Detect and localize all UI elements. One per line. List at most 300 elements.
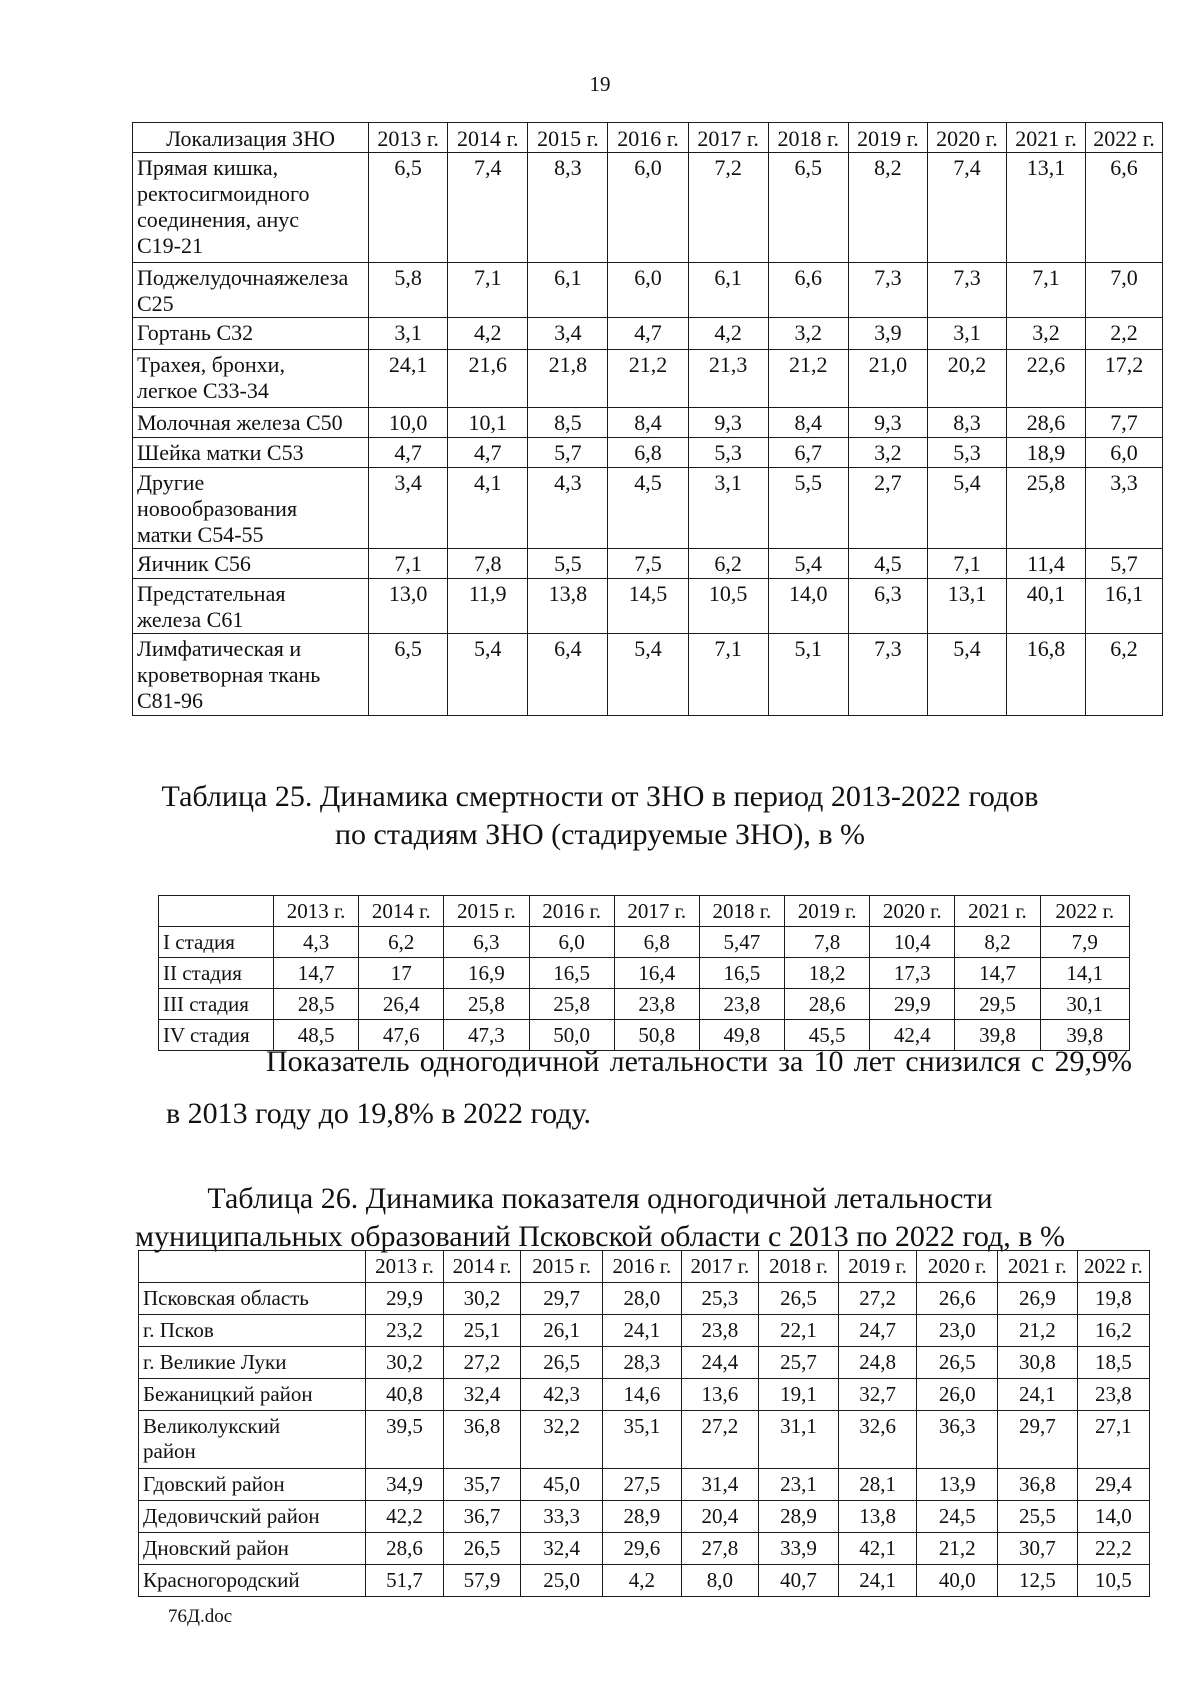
row-label-cell: Другие новообразования матки С54-55 [133,468,369,549]
header-year-cell: 2022 г. [1086,123,1163,153]
table-row [133,579,1163,634]
value-cell: 36,3 [917,1411,998,1469]
value-cell: 5,7 [1086,549,1163,579]
value-cell: 5,1 [768,634,848,716]
value-cell: 6,3 [444,927,529,958]
table-row [139,1411,1150,1469]
value-cell: 32,7 [838,1379,917,1411]
value-cell: 21,2 [608,350,688,408]
row-label-cell: Гортань С32 [133,318,369,350]
table-26-title-line2: муниципальных образований Псковской области с 2013 по 2022 год, в % [135,1220,1065,1253]
value-cell: 39,5 [366,1411,444,1469]
value-cell: 10,1 [448,408,528,438]
value-cell: 50,0 [529,1020,614,1051]
value-cell: 25,8 [444,989,529,1020]
value-cell: 3,1 [688,468,768,549]
value-cell: 21,2 [768,350,848,408]
header-year-cell: 2022 г. [1077,1251,1149,1283]
value-cell: 3,2 [1006,318,1085,350]
value-cell: 48,5 [273,1020,358,1051]
value-cell: 26,4 [359,989,444,1020]
value-cell: 26,9 [998,1283,1078,1315]
value-cell: 40,1 [1006,579,1085,634]
header-year-cell: 2013 г. [366,1251,444,1283]
value-cell: 20,4 [681,1501,759,1533]
value-cell: 32,2 [521,1411,603,1469]
value-cell: 32,6 [838,1411,917,1469]
row-label-cell: IV стадия [159,1020,274,1051]
value-cell: 6,8 [608,438,688,468]
header-year-cell: 2013 г. [369,123,448,153]
value-cell: 7,1 [688,634,768,716]
value-cell: 34,9 [366,1469,444,1501]
value-cell: 26,5 [521,1347,603,1379]
header-year-cell: 2022 г. [1040,896,1129,927]
value-cell: 32,4 [521,1533,603,1565]
header-year-cell: 2018 г. [759,1251,839,1283]
value-cell: 28,9 [759,1501,839,1533]
row-label-cell: Трахея, бронхи, легкое С33-34 [133,350,369,408]
row-label-cell: Бежаницкий район [139,1379,366,1411]
value-cell: 26,6 [917,1283,998,1315]
value-cell: 13,6 [681,1379,759,1411]
value-cell: 11,9 [448,579,528,634]
header-year-cell: 2020 г. [917,1251,998,1283]
value-cell: 45,0 [521,1469,603,1501]
value-cell: 4,7 [608,318,688,350]
value-cell: 7,8 [448,549,528,579]
row-label-cell: II стадия [159,958,274,989]
value-cell: 36,8 [998,1469,1078,1501]
value-cell: 4,3 [528,468,608,549]
table-row [133,153,1163,263]
row-label-cell: Поджелудочнаяжелеза С25 [133,263,369,318]
value-cell: 57,9 [443,1565,521,1597]
value-cell: 3,3 [1086,468,1163,549]
value-cell: 3,4 [369,468,448,549]
header-year-cell: 2017 г. [614,896,699,927]
value-cell: 27,8 [681,1533,759,1565]
header-year-cell: 2018 г. [768,123,848,153]
value-cell: 31,4 [681,1469,759,1501]
value-cell: 14,7 [955,958,1040,989]
value-cell: 7,1 [448,263,528,318]
value-cell: 32,4 [443,1379,521,1411]
header-year-cell: 2015 г. [521,1251,603,1283]
table-row [159,927,1130,958]
value-cell: 6,8 [614,927,699,958]
value-cell: 6,2 [359,927,444,958]
page-number: 19 [589,72,611,96]
value-cell: 26,5 [759,1283,839,1315]
value-cell: 9,3 [848,408,927,438]
value-cell: 42,2 [366,1501,444,1533]
table-row [159,958,1130,989]
value-cell: 16,1 [1086,579,1163,634]
table-25-caption [0,778,1200,854]
value-cell: 40,0 [917,1565,998,1597]
value-cell: 13,9 [917,1469,998,1501]
value-cell: 19,1 [759,1379,839,1411]
value-cell: 7,5 [608,549,688,579]
value-cell: 13,1 [1006,153,1085,263]
value-cell: 8,4 [768,408,848,438]
value-cell: 4,5 [608,468,688,549]
value-cell: 30,2 [443,1283,521,1315]
value-cell: 24,1 [603,1315,682,1347]
row-label-cell: Молочная железа С50 [133,408,369,438]
header-year-cell: 2014 г. [448,123,528,153]
value-cell: 17,2 [1086,350,1163,408]
value-cell: 14,5 [608,579,688,634]
value-cell: 28,1 [838,1469,917,1501]
value-cell: 23,8 [681,1315,759,1347]
header-label-cell [159,896,274,927]
value-cell: 50,8 [614,1020,699,1051]
value-cell: 6,6 [768,263,848,318]
header-year-cell: 2016 г. [603,1251,682,1283]
document-filename: 76Д.doc [168,1606,233,1627]
value-cell: 36,7 [443,1501,521,1533]
value-cell: 39,8 [955,1020,1040,1051]
value-cell: 33,9 [759,1533,839,1565]
row-label-cell: III стадия [159,989,274,1020]
value-cell: 6,2 [688,549,768,579]
value-cell: 18,5 [1077,1347,1149,1379]
table-row [133,408,1163,438]
value-cell: 7,1 [1006,263,1085,318]
value-cell: 28,6 [366,1533,444,1565]
header-year-cell: 2014 г. [443,1251,521,1283]
header-year-cell: 2020 г. [927,123,1006,153]
value-cell: 5,5 [768,468,848,549]
value-cell: 26,5 [917,1347,998,1379]
table-row [133,438,1163,468]
value-cell: 23,8 [699,989,784,1020]
value-cell: 4,7 [448,438,528,468]
value-cell: 24,1 [369,350,448,408]
header-year-cell: 2019 г. [785,896,870,927]
value-cell: 13,1 [927,579,1006,634]
table-row [159,989,1130,1020]
table-row [139,1315,1150,1347]
table-row [133,634,1163,716]
table-row [139,1347,1150,1379]
value-cell: 30,1 [1040,989,1129,1020]
value-cell: 5,4 [768,549,848,579]
value-cell: 18,9 [1006,438,1085,468]
header-year-cell: 2017 г. [681,1251,759,1283]
value-cell: 13,8 [528,579,608,634]
value-cell: 16,2 [1077,1315,1149,1347]
value-cell: 29,7 [521,1283,603,1315]
value-cell: 30,7 [998,1533,1078,1565]
value-cell: 6,5 [768,153,848,263]
value-cell: 27,2 [838,1283,917,1315]
value-cell: 3,2 [848,438,927,468]
value-cell: 7,8 [785,927,870,958]
mortality-by-stage-table [158,895,1130,1051]
value-cell: 7,4 [448,153,528,263]
value-cell: 5,47 [699,927,784,958]
value-cell: 6,1 [528,263,608,318]
value-cell: 19,8 [1077,1283,1149,1315]
value-cell: 22,6 [1006,350,1085,408]
table-row [133,318,1163,350]
value-cell: 28,0 [603,1283,682,1315]
value-cell: 6,0 [529,927,614,958]
value-cell: 8,3 [528,153,608,263]
value-cell: 30,2 [366,1347,444,1379]
value-cell: 49,8 [699,1020,784,1051]
value-cell: 39,8 [1040,1020,1129,1051]
value-cell: 3,9 [848,318,927,350]
value-cell: 27,2 [443,1347,521,1379]
row-label-cell: Дедовичский район [139,1501,366,1533]
paragraph-line2: в 2013 году до 19,8% в 2022 году. [166,1097,591,1130]
value-cell: 47,6 [359,1020,444,1051]
value-cell: 12,5 [998,1565,1078,1597]
value-cell: 5,4 [927,634,1006,716]
value-cell: 51,7 [366,1565,444,1597]
value-cell: 27,5 [603,1469,682,1501]
value-cell: 10,4 [870,927,955,958]
value-cell: 23,8 [1077,1379,1149,1411]
value-cell: 35,7 [443,1469,521,1501]
value-cell: 6,0 [608,263,688,318]
value-cell: 25,3 [681,1283,759,1315]
value-cell: 5,4 [608,634,688,716]
value-cell: 5,3 [927,438,1006,468]
value-cell: 26,0 [917,1379,998,1411]
value-cell: 3,2 [768,318,848,350]
table-header-row [133,123,1163,153]
value-cell: 16,5 [529,958,614,989]
value-cell: 24,4 [681,1347,759,1379]
row-label-cell: Лимфатическая и кроветворная ткань С81-96 [133,634,369,716]
value-cell: 7,9 [1040,927,1129,958]
value-cell: 22,1 [759,1315,839,1347]
table-row [139,1283,1150,1315]
value-cell: 16,8 [1006,634,1085,716]
value-cell: 6,1 [688,263,768,318]
value-cell: 25,1 [443,1315,521,1347]
table-row [139,1533,1150,1565]
header-year-cell: 2021 г. [1006,123,1085,153]
value-cell: 20,2 [927,350,1006,408]
value-cell: 6,5 [369,153,448,263]
value-cell: 25,0 [521,1565,603,1597]
value-cell: 33,3 [521,1501,603,1533]
table-header-row [159,896,1130,927]
value-cell: 47,3 [444,1020,529,1051]
value-cell: 14,7 [273,958,358,989]
table-26-caption [0,1180,1200,1256]
table-row [133,468,1163,549]
value-cell: 4,7 [369,438,448,468]
value-cell: 16,9 [444,958,529,989]
value-cell: 25,8 [1006,468,1085,549]
lethality-summary-paragraph [166,1036,1132,1140]
value-cell: 7,3 [927,263,1006,318]
value-cell: 4,3 [273,927,358,958]
value-cell: 23,1 [759,1469,839,1501]
value-cell: 3,1 [369,318,448,350]
row-label-cell: г. Великие Луки [139,1347,366,1379]
row-label-cell: Яичник С56 [133,549,369,579]
value-cell: 7,3 [848,634,927,716]
value-cell: 16,5 [699,958,784,989]
value-cell: 11,4 [1006,549,1085,579]
value-cell: 28,6 [1006,408,1085,438]
value-cell: 6,6 [1086,153,1163,263]
header-year-cell: 2019 г. [848,123,927,153]
value-cell: 21,6 [448,350,528,408]
value-cell: 6,2 [1086,634,1163,716]
value-cell: 6,7 [768,438,848,468]
value-cell: 5,4 [927,468,1006,549]
value-cell: 8,4 [608,408,688,438]
value-cell: 8,3 [927,408,1006,438]
cancer-localization-table [132,122,1163,716]
value-cell: 14,6 [603,1379,682,1411]
value-cell: 5,4 [448,634,528,716]
row-label-cell: Псковская область [139,1283,366,1315]
table-row [139,1501,1150,1533]
value-cell: 29,9 [870,989,955,1020]
value-cell: 29,5 [955,989,1040,1020]
value-cell: 6,5 [369,634,448,716]
value-cell: 27,2 [681,1411,759,1469]
value-cell: 29,9 [366,1283,444,1315]
value-cell: 24,1 [838,1565,917,1597]
header-year-cell: 2019 г. [838,1251,917,1283]
value-cell: 2,7 [848,468,927,549]
value-cell: 16,4 [614,958,699,989]
value-cell: 10,0 [369,408,448,438]
value-cell: 13,0 [369,579,448,634]
value-cell: 30,8 [998,1347,1078,1379]
value-cell: 7,7 [1086,408,1163,438]
value-cell: 3,4 [528,318,608,350]
value-cell: 4,2 [688,318,768,350]
value-cell: 10,5 [1077,1565,1149,1597]
value-cell: 4,2 [448,318,528,350]
value-cell: 22,2 [1077,1533,1149,1565]
value-cell: 29,7 [998,1411,1078,1469]
value-cell: 27,1 [1077,1411,1149,1469]
value-cell: 21,2 [998,1315,1078,1347]
value-cell: 21,0 [848,350,927,408]
header-label-cell [139,1251,366,1283]
header-year-cell: 2017 г. [688,123,768,153]
value-cell: 18,2 [785,958,870,989]
value-cell: 6,0 [608,153,688,263]
value-cell: 14,0 [768,579,848,634]
paragraph-line1: Показатель одногодичной летальности за 10 лет снизился с 29,9% [266,1045,1132,1078]
row-label-cell: I стадия [159,927,274,958]
header-year-cell: 2016 г. [608,123,688,153]
table-header-row [139,1251,1150,1283]
value-cell: 28,9 [603,1501,682,1533]
value-cell: 29,4 [1077,1469,1149,1501]
value-cell: 14,0 [1077,1501,1149,1533]
row-label-cell: Красногородский [139,1565,366,1597]
row-label-cell: Дновский район [139,1533,366,1565]
value-cell: 23,8 [614,989,699,1020]
value-cell: 13,8 [838,1501,917,1533]
value-cell: 6,0 [1086,438,1163,468]
value-cell: 45,5 [785,1020,870,1051]
table-row [133,350,1163,408]
value-cell: 23,0 [917,1315,998,1347]
value-cell: 3,1 [927,318,1006,350]
table-25-title-line2: по стадиям ЗНО (стадируемые ЗНО), в % [334,818,866,851]
value-cell: 8,0 [681,1565,759,1597]
municipal-lethality-table [138,1250,1150,1597]
value-cell: 28,3 [603,1347,682,1379]
value-cell: 9,3 [688,408,768,438]
table-row [139,1469,1150,1501]
value-cell: 29,6 [603,1533,682,1565]
row-label-cell: Предстательная железа С61 [133,579,369,634]
header-year-cell: 2016 г. [529,896,614,927]
value-cell: 5,8 [369,263,448,318]
value-cell: 4,1 [448,468,528,549]
value-cell: 17 [359,958,444,989]
value-cell: 14,1 [1040,958,1129,989]
value-cell: 7,1 [927,549,1006,579]
value-cell: 6,3 [848,579,927,634]
table-row [139,1379,1150,1411]
value-cell: 42,3 [521,1379,603,1411]
table-row [133,263,1163,318]
value-cell: 7,2 [688,153,768,263]
value-cell: 5,3 [688,438,768,468]
value-cell: 36,8 [443,1411,521,1469]
value-cell: 6,4 [528,634,608,716]
value-cell: 4,2 [603,1565,682,1597]
value-cell: 8,2 [955,927,1040,958]
value-cell: 5,5 [528,549,608,579]
value-cell: 24,1 [998,1379,1078,1411]
value-cell: 31,1 [759,1411,839,1469]
header-label-cell: Локализация ЗНО [133,123,369,153]
value-cell: 28,5 [273,989,358,1020]
value-cell: 8,5 [528,408,608,438]
value-cell: 4,5 [848,549,927,579]
value-cell: 7,0 [1086,263,1163,318]
header-year-cell: 2015 г. [444,896,529,927]
header-year-cell: 2020 г. [870,896,955,927]
value-cell: 25,7 [759,1347,839,1379]
row-label-cell: г. Псков [139,1315,366,1347]
value-cell: 35,1 [603,1411,682,1469]
value-cell: 8,2 [848,153,927,263]
value-cell: 25,8 [529,989,614,1020]
row-label-cell: Шейка матки С53 [133,438,369,468]
value-cell: 2,2 [1086,318,1163,350]
value-cell: 7,1 [369,549,448,579]
header-year-cell: 2018 г. [699,896,784,927]
row-label-cell: Гдовский район [139,1469,366,1501]
table-row [133,549,1163,579]
value-cell: 24,8 [838,1347,917,1379]
header-year-cell: 2021 г. [998,1251,1078,1283]
value-cell: 25,5 [998,1501,1078,1533]
value-cell: 24,5 [917,1501,998,1533]
value-cell: 21,2 [917,1533,998,1565]
